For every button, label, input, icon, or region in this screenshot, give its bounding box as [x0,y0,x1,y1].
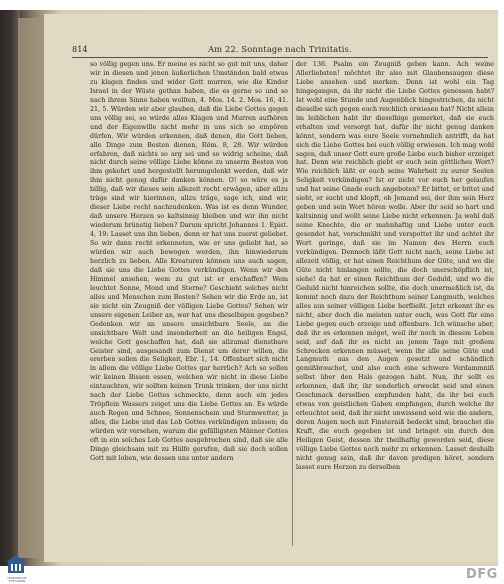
logo-caption: FRANCKESCHE STIFTUNGEN [7,577,27,583]
text-column-right: der 136. Psalm ein Zeugniß geben kann. Ach weine Allerliebsten! möchtet ihr also mit Glaubensaugen diese Liebe ansehen und merken. Denn ist wohl ein Tag hingegangen, da ihr nicht die Liebe Gottes genossen habt? Ist wohl eine Stunde und Augenblick hingestrichen, da nicht dieselbe sich gegen euch reichlich erwiesen hat? Nicht allein im leiblichen habt ihr dieselbige gemerket, daß sie euch erhalten und versorgt hat, dafür ihr nicht genug danken könnt, sondern was eure Seele vornehmlich antrifft, da hat sich die Liebe Gottes bei euch völlig erwiesen. Ich mag wohl sagen, daß unser Gott eure große Liebe euch bisher erzeiget hat. Denn wie reichlich giebt er euch sein göttliches Wort? Wie reichlich läßt er euch seine Wahrheit zu eurer Seelen Seligkeit verkündigen? Ist er nicht vor euch her gelaufen und hat seine Gnade euch angeboten? Er bittet, er bittet und sieht, er sucht und klopft, ob Jemand sei, der ihm sein Herz geben und sein Wort hören wolle. Aber ihr seid so hart und kaltsinnig und wollt seine Liebe nicht erkennen. Ja wohl daß seine Knechte, die er mahnhaftig und Liebe unter euch gesendet hat, verschmäht und verspottet ihr und achtet ihr Wort geringe, daß sie im Namen des Herrn euch verkündigen. Dennoch läßt Gott nicht nach, seine Liebe ist allezeit völlig, er hat einen Reichthum der Güte, und wo die Güte nicht hinlangen sollte, die doch unerschöpflich ist, siehe! da hat er einen Reichthum der Geduld, und wo die Geduld nicht hinreichen sollte, die doch unermeßlich ist, da kommt noch dazu der Reichthum seiner Langmuth, welches alles aus seiner völligen Liebe herfließt. Jetzt erkennt ihr es nicht, aber doch die meisten unter euch, was Gott für eine Liebe gegen euch erzeige und offenbare. Ich wünsche aber, daß ihr es erkennen möget, weil ihr noch in diesem Leben seid, auf daß ihr es nicht an jenem Tage mit großem Schrecken erkennen müsset, wenn ihr alle seine Güte und Langmuth aus den Augen gesetzt und schändlich gemißbrauchet, und also euch eine schwere Verdammniß selbst über den Hals gezogen habt. Nun, ihr sollt es erkennen, daß ihr, ihr sonderlich erweckt seid und einen Geschmack derselben empfunden habt, da ihr bei euch etwas von geistlichen Gaben empfangen, durch welche ihr erleuchtet seid, daß ihr nicht unwissend seid wie die andern, deren Augen noch mit Finsterniß bedeckt sind, brauchet die Kraft, die euch gegeben ist und bringet ein durch den Heiligen Geist, dessen ihr theilhaftig geworden seid, diese völlige Liebe Gottes noch mehr zu erkennen. Lasset deshalb nicht genug sein, daß ihr davon predigen höret, sondern lasset eure Herzen zu derselben [296,61,494,471]
running-title: Am 22. Sonntage nach Trinitatis. [208,44,352,54]
right-margin [498,0,504,584]
header-rule [72,57,488,58]
footer-bar [0,566,504,584]
text-column-left: so völlig gegen uns. Er meine es nicht so gut mit uns, daher wir in diesen und jenen äußerlichen Umständen bald etwas zu klagen finden und wider Gott murren, wie die Kinder Israel in der Wüste gethan haben, die es gerne so und so nach ihrem Sinne haben wollten, 4. Mos. 14. 2. Mos. 16, 41. 21, 5. Würden wir aber glauben, daß die Liebe Gottes gegen uns völlig sei, so würde alles Klagen und Murren aufhören und der Eigenwille nicht mehr in uns sich so empören dürfen. Wir würden erkennen, daß denen, die Gott lieben, alle Dinge zum Besten dienen, Röm. 8, 28. Wir würden erfahren, daß nichts so arg sei und so widrig scheine, daß nicht durch seine völlige Liebe könne zu unserm Besten von ihm gekehrt und hergestellt herumgelenkt werden, daß wir ihm nicht genug dafür danken können. O! so wäre es ja billig, daß wir dieses sein allezeit recht erwägen, aber allzu träge sind wir hierinnen, allzu träge, sage ich, sind wir, dieser Liebe recht nachzudenken. Was ist es denn Wunder, daß unsere Herzen so kaltsinnig bleiben und wir ihn nicht wiederum brünstig lieben? Darum spricht Johannes 1. Epist. 4, 19: Lasset uns ihn lieben, denn er hat uns zuerst geliebet. So wir dann recht erkenneten, wie er uns geliebt hat, so würden wir auch bewogen werden, ihn hinwiederum herzlich zu lieben. Alle Kreaturen können uns auch sagen, daß sie uns die Liebe Gottes verkündigen. Wenn wir den Himmel ansehen, wem zu gut ist er erschaffen? Wem leuchtet Sonne, Mond und Sterne? Geschieht solches nicht alles und Menschen zum Besten? Sehen wir die Erde an, ist sie nicht ein Zeugniß der völligen Liebe Gottes? Sehen wir unsere eigenen Leiber an, wer hat uns dieselbigen gegeben? Gedenken wir an unsere unsichtbare Seele, an die unsichtbare Welt und insonderheit an die heiligen Engel, welche Gott geschaffen hat, daß sie allzumal dienstbare Geister sind, ausgesandt zum Dienst um derer willen, die ererben sollen die Seligkeit, Ebr. 1, 14. Offenbart sich nicht in allem die völlige Liebe Gottes gar herrlich? Ach so sollen wir keinen Bissen essen, welchen wir nicht in diese Liebe eintauchten, wir sollten keinen Trunk trinken, der uns nicht nach der Liebe Gottes schmeckte, denn auch ein jedes Tröpflein Wassers zeiget uns die Liebe Gottes an. Es würde auch Regen und Schnee, Sonnenschein und Sturmwetter, ja alles, die Liebe und das Lob Gottes verkündigen müssen; da würden wir versehen, warum die gefälligsten Männer Gottes oft in ein solches Lob Gottes ausgebrochen sind, daß sie alle Dinge gleichsam mit zu Hülfe gerufen, daß sie doch sollen Gott mit loben, wie dessen uns unter andern [90,61,288,462]
page-stack-edges [18,18,46,558]
book-spine [0,0,20,584]
top-margin [0,0,504,10]
page-number: 814 [72,44,88,54]
running-header [72,44,488,58]
column-divider [292,60,293,546]
dfg-label: DFG [466,567,498,582]
